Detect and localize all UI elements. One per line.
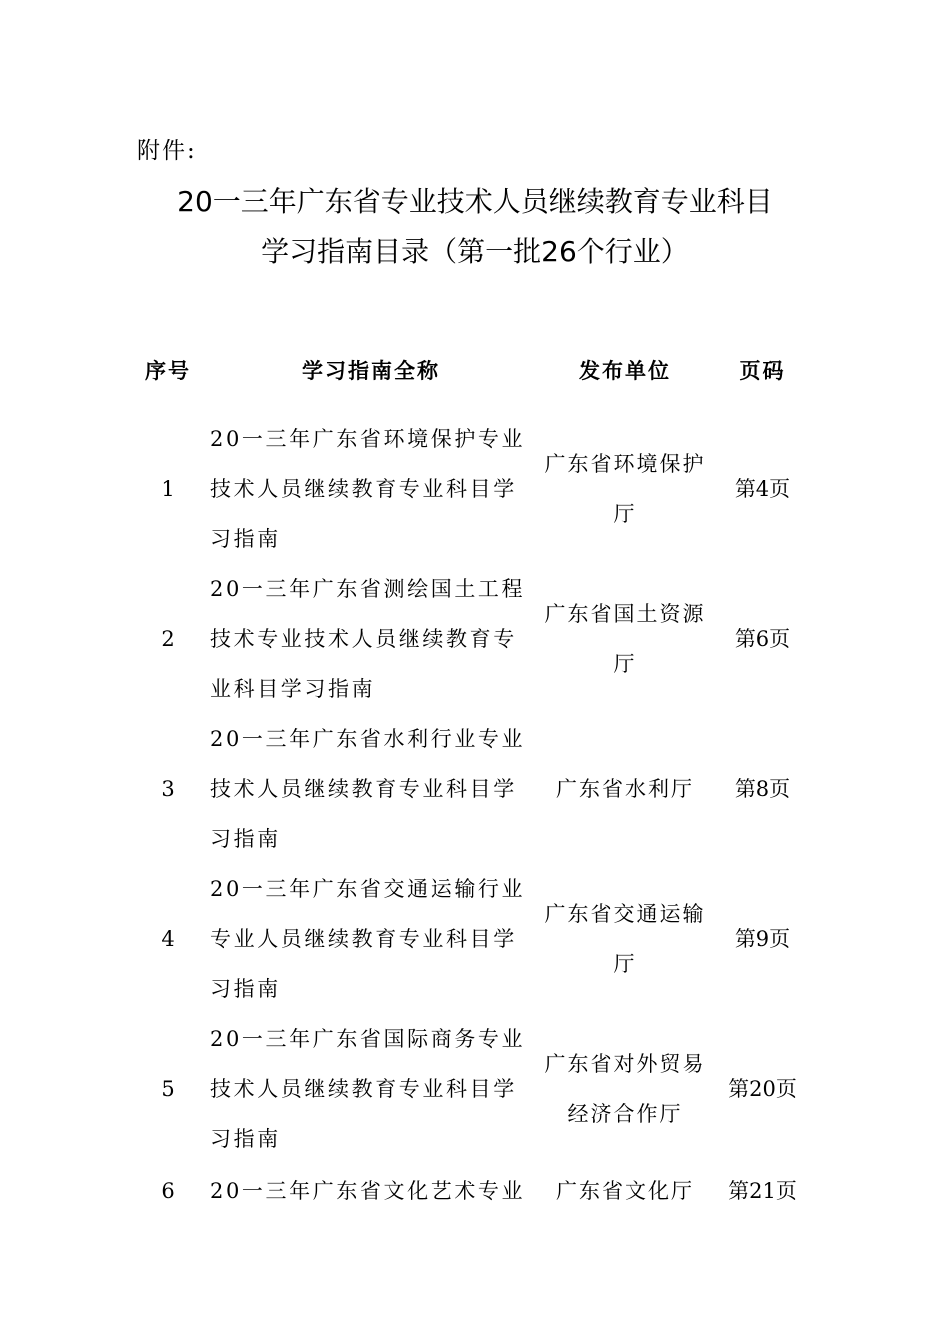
table-row [0, 564, 950, 714]
row-number: 3 [161, 777, 175, 801]
header-page: 页码 [739, 358, 786, 383]
page-ref: 第21页 [728, 1179, 797, 1203]
publisher: 广东省国土资源厅 [544, 602, 706, 676]
publisher: 广东省交通运输厅 [544, 902, 706, 976]
row-number: 2 [161, 627, 175, 651]
page-ref: 第6页 [734, 627, 791, 651]
table-row [0, 1166, 950, 1216]
publisher: 广东省对外贸易经济合作厅 [544, 1052, 706, 1126]
row-number: 1 [161, 477, 175, 501]
row-number: 6 [161, 1179, 175, 1203]
table-row [0, 714, 950, 864]
guide-name: 20一三年广东省水利行业专业技术人员继续教育专业科目学习指南 [210, 727, 526, 851]
page-ref: 第9页 [734, 927, 791, 951]
header-publisher: 发布单位 [579, 358, 671, 383]
document-title-line-2: 学习指南目录（第一批26个行业） [261, 235, 689, 268]
page-ref: 第20页 [728, 1077, 797, 1101]
document-title-line-1: 20一三年广东省专业技术人员继续教育专业科目 [177, 185, 773, 218]
publisher: 广东省水利厅 [556, 777, 694, 801]
row-number: 4 [161, 927, 175, 951]
publisher: 广东省文化厅 [556, 1179, 694, 1203]
page-ref: 第8页 [734, 777, 791, 801]
guide-name: 20一三年广东省交通运输行业专业人员继续教育专业科目学习指南 [210, 877, 526, 1001]
guide-name: 20一三年广东省国际商务专业技术人员继续教育专业科目学习指南 [210, 1027, 526, 1151]
header-guide-name: 学习指南全称 [302, 358, 440, 383]
table-row [0, 864, 950, 1014]
guide-name: 20一三年广东省测绘国土工程技术专业技术人员继续教育专业科目学习指南 [210, 577, 526, 701]
publisher: 广东省环境保护厅 [544, 452, 706, 526]
page-ref: 第4页 [734, 477, 791, 501]
row-number: 5 [161, 1077, 175, 1101]
table-row [0, 1014, 950, 1164]
table-row [0, 414, 950, 564]
attachment-label: 附件: [137, 138, 197, 164]
guide-name: 20一三年广东省文化艺术专业 [210, 1179, 526, 1203]
guide-name: 20一三年广东省环境保护专业技术人员继续教育专业科目学习指南 [210, 427, 526, 551]
header-serial-number: 序号 [145, 358, 191, 383]
